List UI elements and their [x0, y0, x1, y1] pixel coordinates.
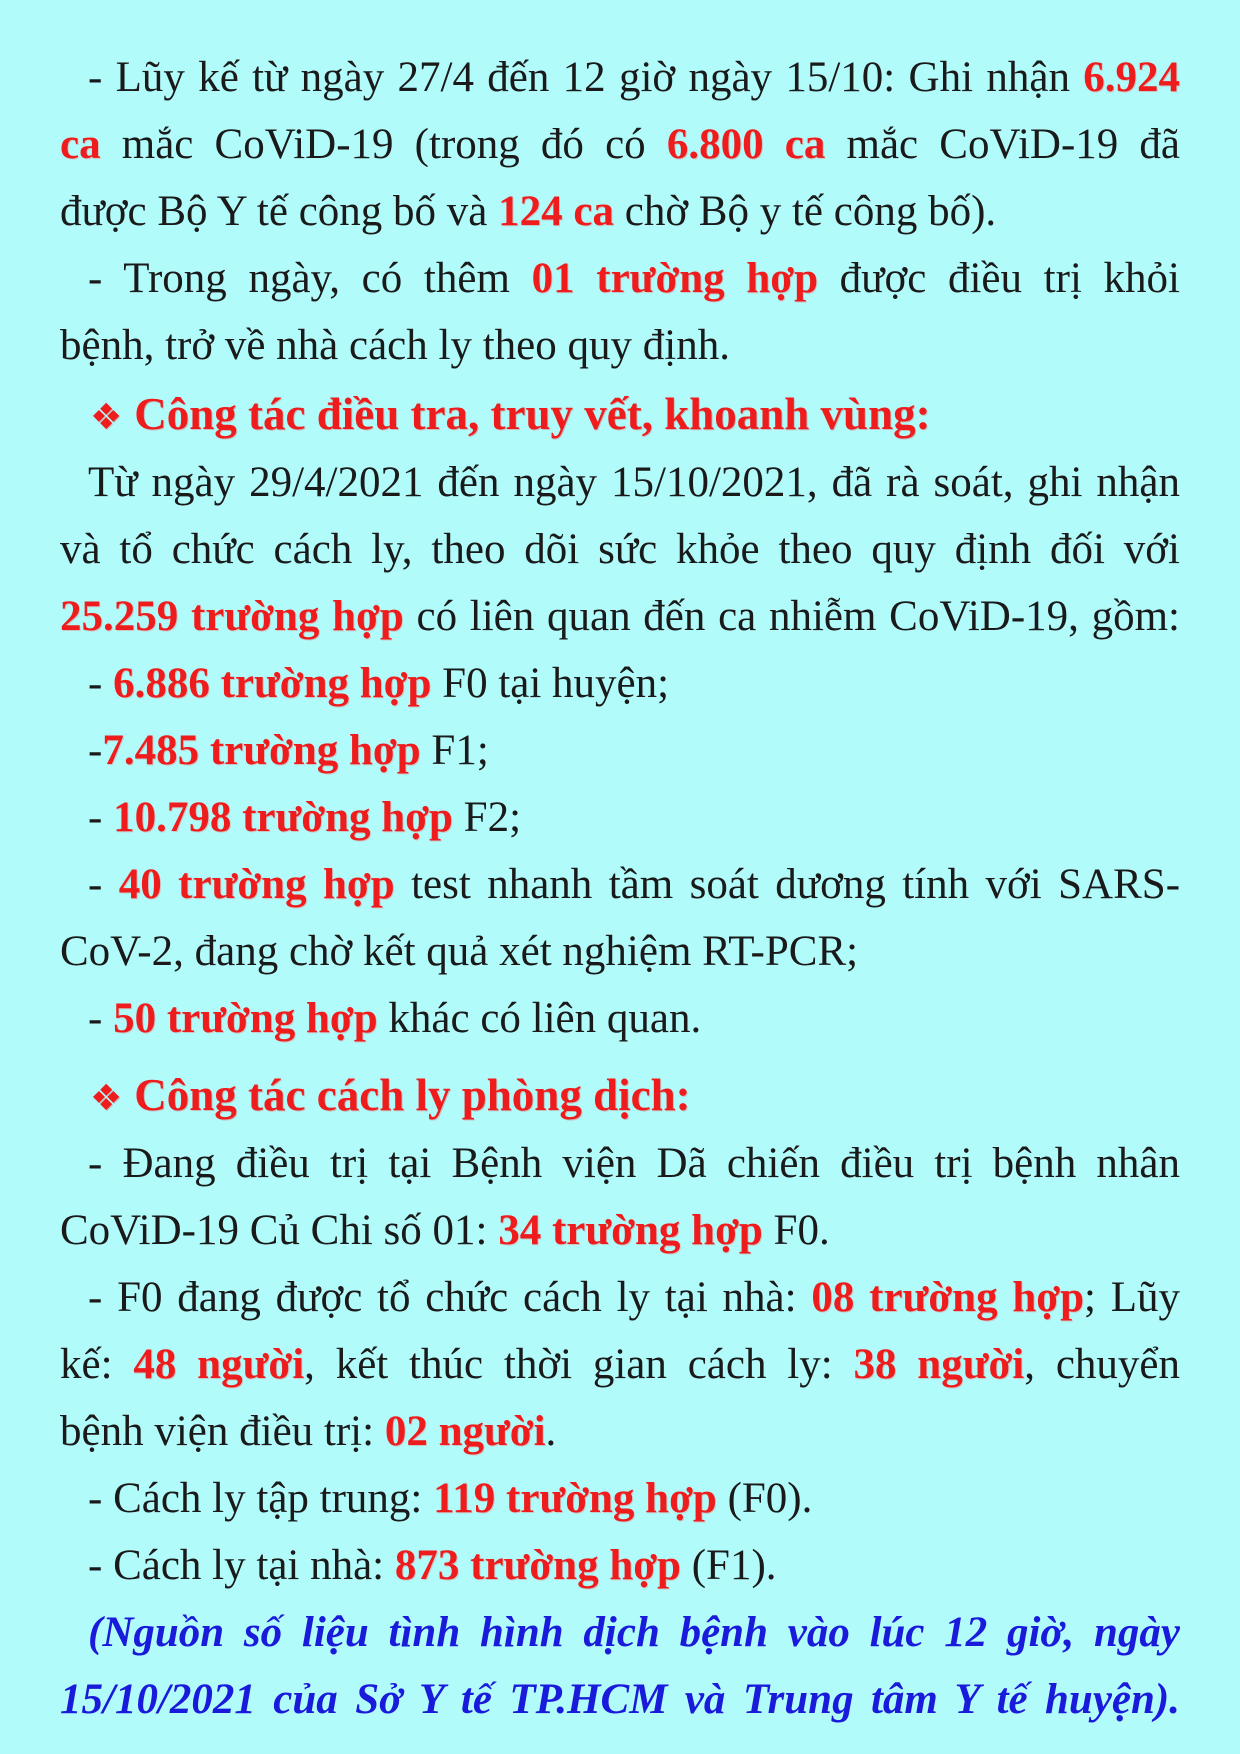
- home-text-b: (F1).: [680, 1542, 777, 1589]
- heading-investigation-title: Công tác điều tra, truy vết, khoanh vùng:: [134, 389, 931, 439]
- heading-investigation: [60, 379, 1180, 449]
- cumulative-label: kế:: [60, 1341, 113, 1388]
- investigation-line-2: và tổ chức cách ly, theo dõi sức khỏe theo quy định đối với: [60, 526, 1180, 573]
- recovered-line-2: bệnh, trở về nhà cách ly theo quy định.: [60, 322, 730, 369]
- home-text: - Cách ly tại nhà:: [88, 1542, 395, 1589]
- rapid-test-value: 40 trường hợp: [118, 861, 395, 908]
- hospital-text-b: F0.: [762, 1207, 830, 1254]
- list-item-f1: [60, 717, 1180, 784]
- home-f0-text: - F0 đang được tổ chức cách ly tại nhà:: [88, 1274, 797, 1321]
- pending-cases-value: 124 ca: [498, 188, 614, 235]
- home-f0-group: [811, 1274, 1180, 1321]
- other-text: khác có liên quan.: [377, 995, 702, 1042]
- list-item-f2: [60, 784, 1180, 851]
- list-item-rapid-test: [60, 851, 1180, 918]
- heading-quarantine-title: Công tác cách ly phòng dịch:: [134, 1070, 691, 1120]
- hospital-value: 34 trường hợp: [498, 1207, 763, 1254]
- f1-value: 7.485 trường hợp: [102, 727, 421, 774]
- list-item-f0: [60, 650, 1180, 717]
- cumulative-group: [133, 1341, 832, 1388]
- transfer-label: bệnh viện điều trị:: [60, 1408, 385, 1455]
- f0-value: 6.886 trường hợp: [113, 660, 432, 707]
- stats-text-3b: chờ Bộ y tế công bố).: [624, 188, 997, 235]
- stats-line-2: [60, 111, 1180, 178]
- stats-text-3: được Bộ Y tế công bố và: [60, 188, 488, 235]
- cumulative-value: 48 người: [133, 1341, 305, 1388]
- list-dash: -: [88, 995, 114, 1042]
- list-dash: -: [88, 727, 103, 774]
- hospital-text: CoViD-19 Củ Chi số 01:: [60, 1207, 499, 1254]
- rapid-test-line-2: CoV-2, đang chờ kết quả xét nghiệm RT-PCR;: [60, 928, 859, 975]
- stats-text-2: mắc CoViD-19 (trong đó có: [121, 121, 646, 168]
- home-f0-line-2: [60, 1331, 1180, 1398]
- period: .: [545, 1408, 557, 1455]
- f1-text: F1;: [420, 727, 489, 774]
- diamond-dots-icon: ❖: [90, 397, 123, 438]
- list-item-other: [60, 985, 1180, 1052]
- source-note-line-1: (Nguồn số liệu tình hình dịch bệnh vào lúc 12 giờ, ngày: [88, 1609, 1180, 1656]
- list-dash: -: [88, 794, 114, 841]
- announced-cases-value: 6.800 ca: [666, 121, 826, 168]
- cases-unit: ca: [60, 121, 101, 168]
- central-text: - Cách ly tập trung:: [88, 1475, 434, 1522]
- home-f0-line-1: [60, 1264, 1180, 1331]
- home-f0-line-3: [60, 1398, 1180, 1465]
- investigation-text-3: có liên quan đến ca nhiễm CoViD-19, gồm:: [416, 593, 1181, 640]
- home-f0-value: 08 trường hợp: [811, 1274, 1085, 1321]
- finished-group: [853, 1341, 1180, 1388]
- investigation-line-3: [60, 583, 1180, 650]
- recovered-text: - Trong ngày, có thêm: [88, 255, 510, 302]
- f2-text: F2;: [452, 794, 522, 841]
- home-quarantine-line: [60, 1532, 1180, 1599]
- stats-line-3: [60, 178, 1180, 245]
- finished-text: , kết thúc thời gian cách ly:: [304, 1341, 833, 1388]
- transfer-text: , chuyển: [1024, 1341, 1180, 1388]
- rapid-test-text: test nhanh tầm soát dương tính với SARS-: [411, 861, 1181, 908]
- diamond-dots-icon: ❖: [90, 1078, 123, 1119]
- heading-quarantine: [60, 1060, 1180, 1130]
- finished-value: 38 người: [853, 1341, 1025, 1388]
- central-quarantine-line: [60, 1465, 1180, 1532]
- home-f0-text-b: ; Lũy: [1084, 1274, 1181, 1321]
- document-content: [60, 44, 1180, 1733]
- central-text-b: (F0).: [716, 1475, 813, 1522]
- recovered-text-b: được điều trị khỏi: [839, 255, 1181, 302]
- recovered-line-1: [60, 245, 1180, 312]
- f0-text: F0 tại huyện;: [431, 660, 670, 707]
- total-cases-value: 6.924: [1083, 54, 1181, 101]
- investigation-line-1: Từ ngày 29/4/2021 đến ngày 15/10/2021, đã rà soát, ghi nhận: [88, 459, 1180, 506]
- stats-text-2b: mắc CoViD-19 đã: [846, 121, 1181, 168]
- transfer-value: 02 người: [384, 1408, 546, 1455]
- home-value: 873 trường hợp: [394, 1542, 681, 1589]
- stats-line-1: [60, 44, 1180, 111]
- hospital-line-2: [60, 1197, 1180, 1264]
- other-value: 50 trường hợp: [113, 995, 378, 1042]
- hospital-line-1: - Đang điều trị tại Bệnh viện Dã chiến điều trị bệnh nhân: [88, 1140, 1180, 1187]
- central-value: 119 trường hợp: [433, 1475, 717, 1522]
- spacer: [60, 1052, 1180, 1060]
- list-dash: -: [88, 660, 114, 707]
- rapid-test-dash: -: [88, 861, 103, 908]
- cumulative-text: - Lũy kế từ ngày 27/4 đến 12 giờ ngày 15/10: Ghi nhận: [88, 54, 1070, 101]
- recovered-value: 01 trường hợp: [531, 255, 818, 302]
- source-note-line-2: 15/10/2021 của Sở Y tế TP.HCM và Trung tâm Y tế huyện).: [60, 1676, 1180, 1723]
- f2-value: 10.798 trường hợp: [113, 794, 453, 841]
- related-cases-value: 25.259 trường hợp: [60, 593, 404, 640]
